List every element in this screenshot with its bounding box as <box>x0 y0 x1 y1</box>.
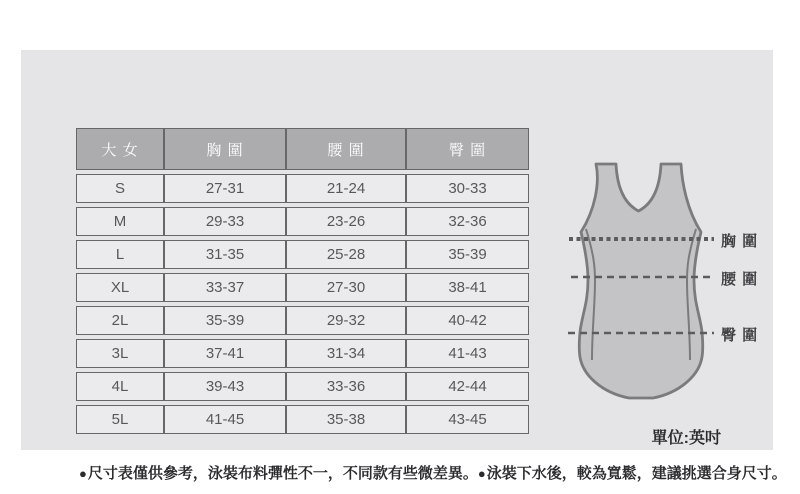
table-row <box>76 306 529 335</box>
waist-measure-label: 腰 圍 <box>721 271 759 288</box>
table-row <box>76 405 529 434</box>
footnotes <box>79 462 787 483</box>
hip-cell: 41-43 <box>406 339 529 368</box>
waist-cell: 27-30 <box>286 273 406 302</box>
size-cell: 4L <box>76 372 164 401</box>
hip-measure-label: 臀 圍 <box>721 327 759 344</box>
footnote-text: 尺寸表僅供參考，泳裝布料彈性不一，不同款有些微差異。 <box>87 465 478 482</box>
size-table <box>76 124 529 438</box>
header-size: 大 女 <box>76 128 164 170</box>
size-cell: 2L <box>76 306 164 335</box>
header-waist: 腰 圍 <box>286 128 406 170</box>
header-chest: 胸 圍 <box>164 128 286 170</box>
chest-cell: 39-43 <box>164 372 286 401</box>
hip-cell: 40-42 <box>406 306 529 335</box>
waist-cell: 29-32 <box>286 306 406 335</box>
footnote-water-loosen <box>478 462 787 483</box>
hip-cell: 32-36 <box>406 207 529 236</box>
size-cell: 3L <box>76 339 164 368</box>
table-row <box>76 174 529 203</box>
waist-cell: 25-28 <box>286 240 406 269</box>
chest-measure-label: 胸 圍 <box>721 233 759 250</box>
chest-cell: 35-39 <box>164 306 286 335</box>
swimsuit-outline <box>579 164 703 398</box>
hip-cell: 42-44 <box>406 372 529 401</box>
waist-cell: 33-36 <box>286 372 406 401</box>
unit-label: 單位:英吋 <box>651 430 721 447</box>
waist-cell: 23-26 <box>286 207 406 236</box>
table-row <box>76 372 529 401</box>
chest-cell: 31-35 <box>164 240 286 269</box>
table-row <box>76 207 529 236</box>
footnote-fit-reference <box>79 462 478 483</box>
bullet-icon: ● <box>79 466 87 481</box>
hip-cell: 43-45 <box>406 405 529 434</box>
size-cell: M <box>76 207 164 236</box>
table-row <box>76 273 529 302</box>
size-cell: 5L <box>76 405 164 434</box>
chest-cell: 33-37 <box>164 273 286 302</box>
waist-cell: 31-34 <box>286 339 406 368</box>
chest-cell: 37-41 <box>164 339 286 368</box>
size-cell: L <box>76 240 164 269</box>
footnote-text: 泳裝下水後，較為寬鬆，建議挑選合身尺寸。 <box>486 465 787 482</box>
size-cell: S <box>76 174 164 203</box>
table-row <box>76 240 529 269</box>
hip-cell: 38-41 <box>406 273 529 302</box>
chest-cell: 29-33 <box>164 207 286 236</box>
chest-cell: 27-31 <box>164 174 286 203</box>
chest-cell: 41-45 <box>164 405 286 434</box>
header-hip: 臀 圍 <box>406 128 529 170</box>
waist-cell: 35-38 <box>286 405 406 434</box>
size-cell: XL <box>76 273 164 302</box>
waist-cell: 21-24 <box>286 174 406 203</box>
hip-cell: 30-33 <box>406 174 529 203</box>
size-chart-panel <box>21 50 787 482</box>
table-header-row <box>76 128 529 170</box>
bullet-icon: ● <box>477 466 486 481</box>
table-row <box>76 339 529 368</box>
swimsuit-diagram-icon <box>561 155 721 415</box>
hip-cell: 35-39 <box>406 240 529 269</box>
